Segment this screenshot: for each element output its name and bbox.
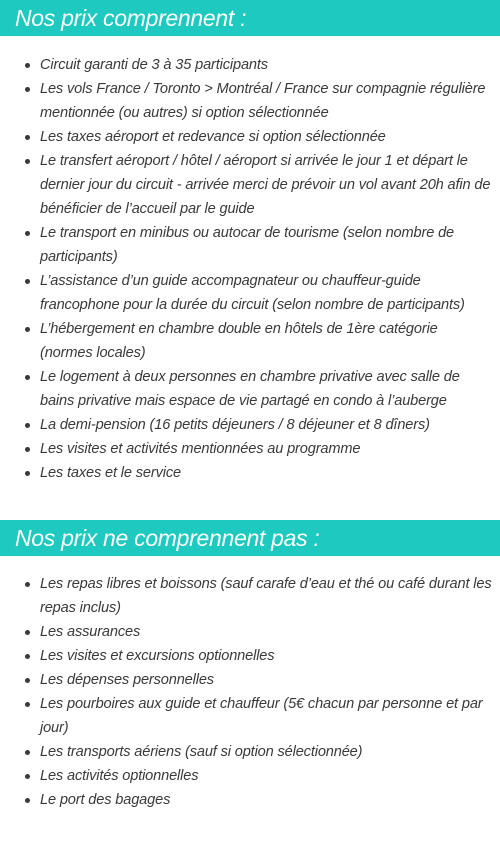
- list-item-text: Les pourboires aux guide et chauffeur (5€ chacun par personne et par jour): [40, 696, 483, 736]
- bullet-icon: [25, 750, 30, 755]
- list-item-text: L’hébergement en chambre double en hôtels de 1ère catégorie (normes locales): [40, 321, 438, 361]
- included-title: Nos prix comprennent :: [15, 5, 247, 31]
- list-item: [40, 77, 492, 125]
- list-item-text: Circuit garanti de 3 à 35 participants: [40, 57, 268, 73]
- list-item: [40, 461, 492, 485]
- bullet-icon: [25, 63, 30, 68]
- list-item-text: Les transports aériens (sauf si option sélectionnée): [40, 744, 363, 760]
- list-item-text: Les taxes aéroport et redevance si option sélectionnée: [40, 129, 386, 145]
- bullet-icon: [25, 159, 30, 164]
- list-item-text: Le port des bagages: [40, 792, 171, 808]
- bullet-icon: [25, 375, 30, 380]
- excluded-list: [0, 572, 500, 812]
- list-item: [40, 740, 492, 764]
- bullet-icon: [25, 135, 30, 140]
- bullet-icon: [25, 798, 30, 803]
- list-item-text: Le logement à deux personnes en chambre privative avec salle de bains privative mais espace de vie partagé en condo à l’auberge: [40, 369, 460, 409]
- list-item: [40, 437, 492, 461]
- list-item-text: Les dépenses personnelles: [40, 672, 214, 688]
- list-item-text: Les assurances: [40, 624, 141, 640]
- list-item: [40, 221, 492, 269]
- bullet-icon: [25, 87, 30, 92]
- list-item: [40, 125, 492, 149]
- excluded-header: [0, 520, 500, 556]
- list-item-text: Le transport en minibus ou autocar de tourisme (selon nombre de participants): [40, 225, 455, 265]
- list-item: [40, 644, 492, 668]
- bullet-icon: [25, 582, 30, 587]
- list-item: [40, 413, 492, 437]
- included-list: [0, 53, 500, 485]
- list-item: [40, 764, 492, 788]
- list-item: [40, 692, 492, 740]
- list-item: [40, 317, 492, 365]
- excluded-section: [0, 520, 500, 812]
- list-item-text: Les visites et activités mentionnées au programme: [40, 441, 361, 457]
- list-item: [40, 269, 492, 317]
- list-item-text: La demi-pension (16 petits déjeuners / 8 déjeuner et 8 dîners): [40, 417, 430, 433]
- bullet-icon: [25, 654, 30, 659]
- bullet-icon: [25, 471, 30, 476]
- bullet-icon: [25, 447, 30, 452]
- list-item: [40, 572, 492, 620]
- list-item: [40, 149, 492, 221]
- bullet-icon: [25, 678, 30, 683]
- list-item: [40, 668, 492, 692]
- bullet-icon: [25, 231, 30, 236]
- included-header: [0, 0, 500, 36]
- list-item-text: Les visites et excursions optionnelles: [40, 648, 275, 664]
- bullet-icon: [25, 774, 30, 779]
- bullet-icon: [25, 423, 30, 428]
- list-item: [40, 365, 492, 413]
- list-item-text: L’assistance d’un guide accompagnateur ou chauffeur-guide francophone pour la durée du circuit (selon nombre de participants): [40, 273, 465, 313]
- bullet-icon: [25, 630, 30, 635]
- list-item-text: Les repas libres et boissons (sauf carafe d’eau et thé ou café durant les repas inclus): [40, 576, 492, 616]
- list-item: [40, 788, 492, 812]
- list-item-text: Les activités optionnelles: [40, 768, 199, 784]
- bullet-icon: [25, 279, 30, 284]
- bullet-icon: [25, 702, 30, 707]
- list-item-text: Le transfert aéroport / hôtel / aéroport si arrivée le jour 1 et départ le dernier jour du circuit - arrivée merci de prévoir un vol avant 20h afin de bénéficier de l’accueil par le guide: [40, 153, 491, 217]
- list-item-text: Les vols France / Toronto > Montréal / France sur compagnie régulière mentionnée (ou autres) si option sélectionnée: [40, 81, 486, 121]
- bullet-icon: [25, 327, 30, 332]
- list-item: [40, 53, 492, 77]
- list-item: [40, 620, 492, 644]
- list-item-text: Les taxes et le service: [40, 465, 181, 481]
- excluded-title: Nos prix ne comprennent pas :: [15, 525, 320, 551]
